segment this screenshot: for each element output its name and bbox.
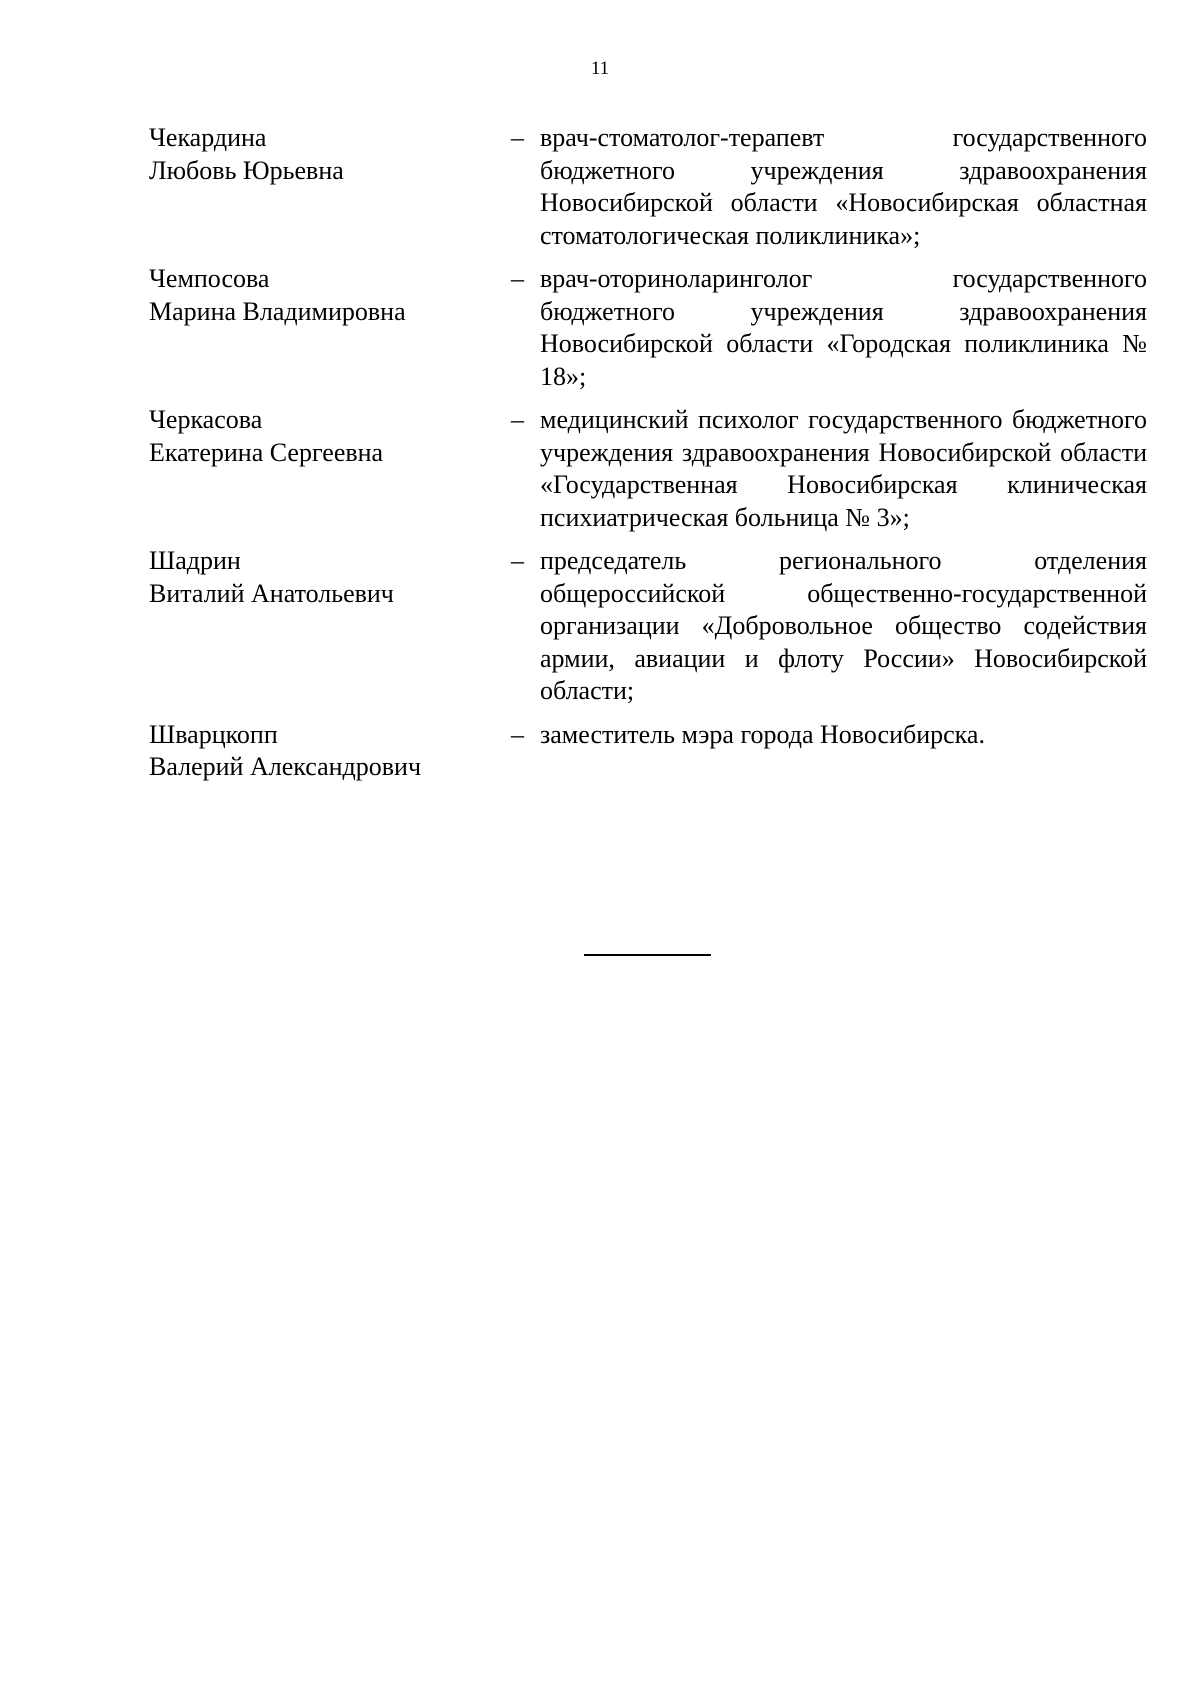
member-position: врач-оториноларинголог государственного бюджетного учреждения здравоохранения Новосибирской области «Городская поликлиника № 18»; (540, 264, 1147, 391)
member-entry (149, 719, 1147, 781)
member-given-names: Любовь Юрьевна (149, 155, 344, 185)
member-name (149, 263, 509, 328)
member-position: заместитель мэра города Новосибирска. (540, 719, 985, 749)
member-entry (149, 404, 1147, 534)
entry-dash: – (511, 719, 524, 749)
member-position: председатель регионального отделения общероссийской общественно-государственной организации «Добровольное общество содействия армии, авиации и флоту России» Новосибирской области; (540, 546, 1147, 705)
member-entry (149, 122, 1147, 252)
member-name (149, 404, 509, 469)
member-name (149, 719, 509, 784)
member-entry (149, 263, 1147, 393)
page-number: 11 (590, 58, 610, 79)
member-given-names: Екатерина Сергеевна (149, 437, 384, 467)
member-surname: Чекардина (149, 123, 267, 152)
member-given-names: Валерий Александрович (149, 752, 422, 781)
member-list (149, 122, 1147, 781)
member-name (149, 545, 509, 610)
member-given-names: Марина Владимировна (149, 296, 406, 326)
member-surname: Чемпосова (149, 264, 270, 293)
member-surname: Шварцкопп (149, 719, 278, 749)
member-surname: Черкасова (149, 405, 263, 434)
entry-dash: – (511, 264, 524, 293)
member-given-names: Виталий Анатольевич (149, 578, 394, 608)
closing-rule (584, 954, 711, 956)
entry-dash: – (511, 546, 524, 575)
member-surname: Шадрин (149, 546, 241, 575)
entry-dash: – (511, 123, 524, 152)
entry-dash: – (511, 405, 524, 434)
member-position: медицинский психолог государственного бюджетного учреждения здравоохранения Новосибирской области «Государственная Новосибирская клиническая психиатрическая больница № 3»; (540, 405, 1147, 532)
member-name (149, 122, 509, 187)
member-position: врач-стоматолог-терапевт государственного бюджетного учреждения здравоохранения Новосибирской области «Новосибирская областная стоматологическая поликлиника»; (540, 123, 1147, 250)
member-entry (149, 545, 1147, 708)
